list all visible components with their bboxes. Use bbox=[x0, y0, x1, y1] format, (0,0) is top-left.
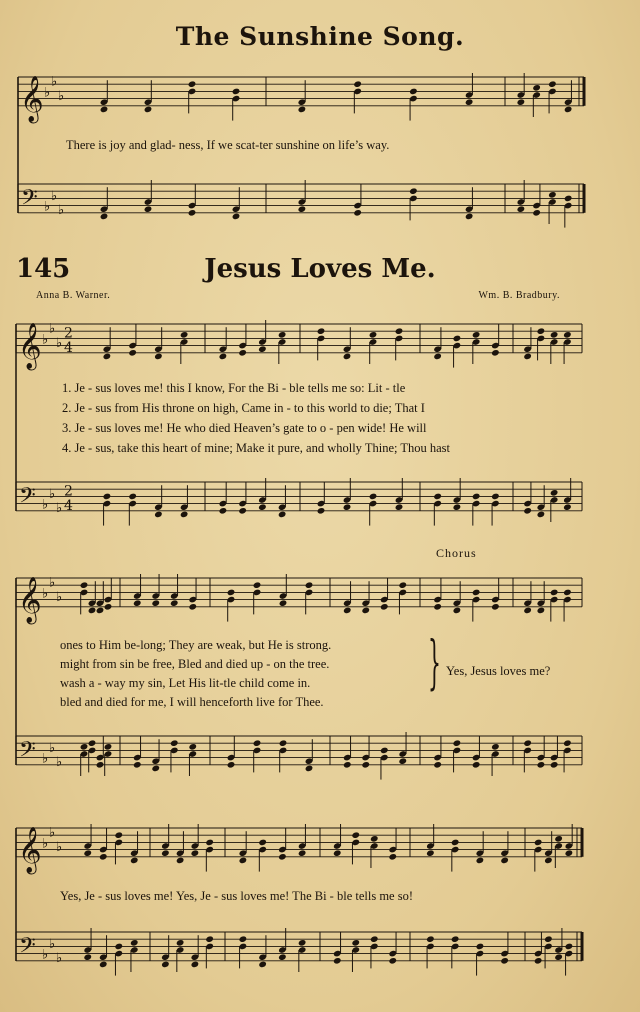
notehead bbox=[205, 935, 214, 943]
flat-icon: ♭ bbox=[58, 89, 65, 104]
notehead bbox=[476, 943, 485, 951]
notehead bbox=[554, 953, 563, 961]
notehead bbox=[305, 765, 314, 773]
chorus-lyric-line: Yes, Je - sus loves me! Yes, Je - sus loves me! The Bi - ble tells me so! bbox=[60, 889, 413, 903]
notehead bbox=[361, 761, 370, 769]
treble-clef-icon: 𝄞 bbox=[20, 75, 44, 122]
notehead bbox=[353, 209, 362, 217]
flat-icon: ♭ bbox=[49, 321, 56, 337]
notehead bbox=[550, 761, 559, 769]
notehead bbox=[465, 213, 474, 221]
notehead bbox=[278, 953, 287, 961]
notehead bbox=[544, 935, 553, 943]
song-title-jesus-loves-me: Jesus Loves Me. bbox=[204, 254, 436, 284]
notehead bbox=[258, 961, 267, 969]
time-sig-bottom: 4 bbox=[64, 339, 73, 356]
notehead bbox=[433, 353, 442, 361]
notehead bbox=[83, 849, 92, 857]
notehead bbox=[491, 743, 500, 751]
notehead bbox=[388, 853, 397, 861]
notehead bbox=[398, 757, 407, 765]
notehead bbox=[278, 511, 287, 519]
flat-icon: ♭ bbox=[42, 332, 49, 348]
lyric-line-sunshine: There is joy and glad- ness, If we scat-ter sunshine on life’s way. bbox=[66, 138, 390, 152]
notehead bbox=[426, 849, 435, 857]
verse-ending-4: bled and died for me, I will henceforth live for Thee. bbox=[60, 695, 324, 709]
song-title-sunshine: The Sunshine Song. bbox=[175, 22, 465, 51]
notehead bbox=[491, 493, 500, 501]
bass-clef-icon: 𝄢 bbox=[19, 737, 36, 768]
treble-clef-icon: 𝄞 bbox=[18, 576, 42, 623]
notehead bbox=[409, 88, 418, 96]
notehead bbox=[258, 839, 267, 847]
notehead bbox=[133, 761, 142, 769]
time-sig-top: 2 bbox=[64, 325, 73, 342]
notehead bbox=[104, 603, 113, 611]
flat-icon: ♭ bbox=[56, 501, 63, 517]
bass-clef-icon: 𝄢 bbox=[19, 933, 36, 964]
notehead bbox=[517, 98, 526, 106]
notehead bbox=[433, 761, 442, 769]
notehead bbox=[180, 511, 189, 519]
notehead bbox=[548, 191, 557, 199]
notehead bbox=[298, 849, 307, 857]
notehead bbox=[96, 607, 105, 615]
notehead bbox=[176, 939, 185, 947]
notehead bbox=[232, 213, 241, 221]
notehead bbox=[369, 493, 378, 501]
notehead bbox=[398, 581, 407, 589]
notehead bbox=[130, 857, 139, 865]
notehead bbox=[278, 331, 287, 339]
notehead bbox=[100, 106, 109, 114]
notehead bbox=[564, 106, 573, 114]
notehead bbox=[523, 739, 532, 747]
notehead bbox=[476, 857, 485, 865]
notehead bbox=[83, 953, 92, 961]
flat-icon: ♭ bbox=[56, 840, 63, 855]
notehead bbox=[550, 589, 559, 597]
notehead bbox=[239, 935, 248, 943]
flat-icon: ♭ bbox=[49, 486, 56, 502]
notehead bbox=[537, 327, 546, 335]
notehead bbox=[517, 205, 526, 213]
flat-icon: ♭ bbox=[49, 740, 56, 756]
notehead bbox=[188, 209, 197, 217]
notehead bbox=[491, 603, 500, 611]
notehead bbox=[550, 489, 559, 497]
notehead bbox=[317, 507, 326, 515]
notehead bbox=[232, 88, 241, 96]
notehead bbox=[472, 589, 481, 597]
notehead bbox=[395, 327, 404, 335]
notehead bbox=[219, 507, 228, 515]
notehead bbox=[465, 98, 474, 106]
flat-icon: ♭ bbox=[58, 203, 65, 219]
notehead bbox=[227, 761, 236, 769]
flat-icon: ♭ bbox=[44, 85, 51, 101]
notehead bbox=[523, 507, 532, 515]
notehead bbox=[80, 743, 89, 751]
notehead bbox=[133, 599, 142, 607]
notehead bbox=[278, 853, 287, 861]
notehead bbox=[279, 739, 288, 747]
flat-icon: ♭ bbox=[44, 199, 51, 215]
notehead bbox=[114, 943, 123, 951]
verse-line-2: 2. Je - sus from His throne on high, Came in - to this world to die; That I bbox=[62, 401, 425, 415]
notehead bbox=[128, 493, 137, 501]
notehead bbox=[279, 599, 288, 607]
notehead bbox=[537, 511, 546, 519]
notehead bbox=[380, 747, 389, 755]
brace-mark: } bbox=[428, 628, 441, 696]
notehead bbox=[104, 743, 113, 751]
bass-clef-icon: 𝄢 bbox=[19, 483, 36, 514]
notehead bbox=[563, 739, 572, 747]
notehead bbox=[523, 353, 532, 361]
flat-icon: ♭ bbox=[51, 188, 58, 204]
notehead bbox=[409, 187, 418, 195]
notehead bbox=[238, 507, 247, 515]
notehead bbox=[253, 739, 262, 747]
notehead bbox=[453, 503, 462, 511]
notehead bbox=[472, 331, 481, 339]
notehead bbox=[151, 765, 160, 773]
hymn-number: 145 bbox=[16, 254, 71, 284]
notehead bbox=[298, 205, 307, 213]
flat-icon: ♭ bbox=[42, 947, 49, 963]
notehead bbox=[451, 839, 460, 847]
notehead bbox=[154, 511, 163, 519]
treble-clef-icon: 𝄞 bbox=[18, 826, 42, 873]
flat-icon: ♭ bbox=[51, 74, 58, 90]
notehead bbox=[154, 353, 163, 361]
notehead bbox=[144, 106, 153, 114]
flat-icon: ♭ bbox=[49, 936, 56, 952]
verse-line-3: 3. Je - sus loves me! He who died Heaven’s gate to o - pen wide! He will bbox=[62, 421, 427, 435]
notehead bbox=[500, 857, 509, 865]
notehead bbox=[433, 603, 442, 611]
notehead bbox=[534, 957, 543, 965]
notehead bbox=[369, 331, 378, 339]
notehead bbox=[258, 345, 267, 353]
notehead bbox=[564, 195, 573, 203]
notehead bbox=[453, 335, 462, 343]
notehead bbox=[343, 503, 352, 511]
verse-ending-1: ones to Him be-long; They are weak, but He is strong. bbox=[60, 638, 332, 652]
notehead bbox=[563, 503, 572, 511]
flat-icon: ♭ bbox=[49, 825, 56, 841]
flat-icon: ♭ bbox=[56, 951, 63, 967]
notehead bbox=[565, 943, 574, 951]
notehead bbox=[298, 939, 307, 947]
verse-ending-3: wash a - way my sin, Let His lit-tle child come in. bbox=[60, 676, 311, 690]
notehead bbox=[170, 739, 179, 747]
notehead bbox=[88, 739, 97, 747]
notehead bbox=[99, 961, 108, 969]
notehead bbox=[188, 743, 197, 751]
notehead bbox=[219, 353, 228, 361]
flat-icon: ♭ bbox=[56, 590, 63, 605]
notehead bbox=[188, 603, 197, 611]
chorus-label: Chorus bbox=[436, 546, 477, 560]
notehead bbox=[343, 761, 352, 769]
time-sig-top: 2 bbox=[64, 483, 73, 500]
chorus-side-lyric: Yes, Jesus loves me? bbox=[446, 664, 551, 678]
composer-credit: Wm. B. Bradbury. bbox=[478, 290, 560, 301]
flat-icon: ♭ bbox=[56, 336, 63, 351]
notehead bbox=[188, 80, 197, 88]
notehead bbox=[544, 857, 553, 865]
notehead bbox=[161, 961, 170, 969]
notehead bbox=[191, 961, 200, 969]
notehead bbox=[343, 353, 352, 361]
flat-icon: ♭ bbox=[42, 751, 49, 767]
notehead bbox=[239, 857, 248, 865]
notehead bbox=[351, 939, 360, 947]
flat-icon: ♭ bbox=[42, 497, 49, 513]
notehead bbox=[151, 599, 160, 607]
verse-line-1: 1. Je - sus loves me! this I know, For the Bi - ble tells me so: Lit - tle bbox=[62, 381, 406, 395]
notehead bbox=[370, 935, 379, 943]
notehead bbox=[472, 761, 481, 769]
notehead bbox=[433, 493, 442, 501]
notehead bbox=[563, 331, 572, 339]
verse-line-4: 4. Je - sus, take this heart of mine; Make it pure, and wholly Thine; Thou hast bbox=[62, 441, 451, 455]
notehead bbox=[191, 849, 200, 857]
notehead bbox=[523, 607, 532, 615]
notehead bbox=[128, 349, 137, 357]
notehead bbox=[380, 603, 389, 611]
notehead bbox=[180, 331, 189, 339]
flat-icon: ♭ bbox=[42, 836, 49, 852]
notehead bbox=[395, 503, 404, 511]
notehead bbox=[500, 957, 509, 965]
flat-icon: ♭ bbox=[42, 586, 49, 602]
time-sig-bottom: 4 bbox=[64, 497, 73, 514]
notehead bbox=[238, 349, 247, 357]
bass-clef-icon: 𝄢 bbox=[21, 185, 38, 216]
notehead bbox=[532, 209, 541, 217]
author-credit: Anna B. Warner. bbox=[36, 290, 111, 301]
notehead bbox=[353, 80, 362, 88]
notehead bbox=[88, 607, 97, 615]
notehead bbox=[534, 839, 543, 847]
notehead bbox=[130, 939, 139, 947]
flat-icon: ♭ bbox=[56, 755, 63, 771]
notehead bbox=[258, 503, 267, 511]
notehead bbox=[563, 589, 572, 597]
flat-icon: ♭ bbox=[49, 575, 56, 591]
notehead bbox=[100, 213, 109, 221]
notehead bbox=[537, 607, 546, 615]
notehead bbox=[176, 857, 185, 865]
treble-clef-icon: 𝄞 bbox=[18, 322, 42, 369]
notehead bbox=[453, 739, 462, 747]
notehead bbox=[96, 761, 105, 769]
notehead bbox=[298, 106, 307, 114]
notehead bbox=[253, 581, 262, 589]
notehead bbox=[472, 493, 481, 501]
notehead bbox=[491, 349, 500, 357]
notehead bbox=[453, 607, 462, 615]
notehead bbox=[205, 839, 214, 847]
notehead bbox=[370, 835, 379, 843]
notehead bbox=[144, 205, 153, 213]
notehead bbox=[451, 935, 460, 943]
notehead bbox=[80, 581, 89, 589]
notehead bbox=[114, 831, 123, 839]
notehead bbox=[317, 327, 326, 335]
notehead bbox=[103, 353, 112, 361]
notehead bbox=[388, 957, 397, 965]
notehead bbox=[170, 599, 179, 607]
notehead bbox=[99, 853, 108, 861]
notehead bbox=[361, 607, 370, 615]
notehead bbox=[343, 607, 352, 615]
notehead bbox=[227, 589, 236, 597]
notehead bbox=[532, 84, 541, 92]
notehead bbox=[426, 935, 435, 943]
notehead bbox=[333, 849, 342, 857]
notehead bbox=[537, 761, 546, 769]
notehead bbox=[554, 835, 563, 843]
notehead bbox=[161, 849, 170, 857]
verse-ending-2: might from sin be free, Bled and died up - on the tree. bbox=[60, 657, 330, 671]
notehead bbox=[305, 581, 314, 589]
notehead bbox=[548, 80, 557, 88]
notehead bbox=[550, 331, 559, 339]
notehead bbox=[351, 831, 360, 839]
notehead bbox=[333, 957, 342, 965]
notehead bbox=[103, 493, 112, 501]
notehead bbox=[565, 849, 574, 857]
